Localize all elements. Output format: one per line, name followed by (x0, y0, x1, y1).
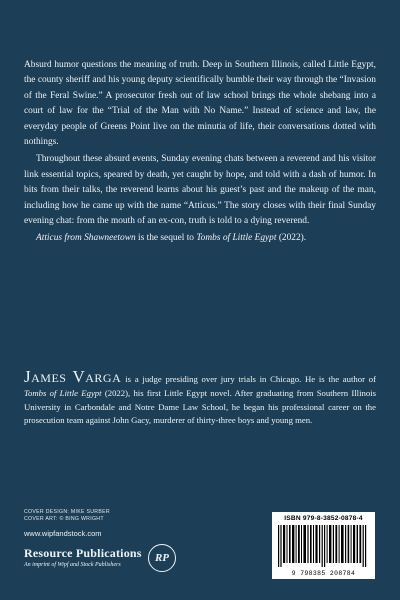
cover-credits (24, 509, 110, 523)
book-title: Atticus from Shawneetown (36, 233, 136, 244)
isbn-number: ISBN 979-8-3852-0878-4 (284, 515, 363, 522)
blurb-paragraph-3 (24, 231, 376, 246)
sequel-text: is the sequel to (135, 233, 197, 244)
author-bio (24, 367, 376, 428)
blurb-paragraph-2: Throughout these absurd events, Sunday evening chats between a reverend and his visitor link essential topics, speared by death, yet caught by hope, and told with a dash of humor. In bits from their talks, the reverend learns about his guest’s past and the makeup of the man, including how he came up with the name “Atticus.” The story closes with their final Sunday evening chat: from the mouth of an ex-con, truth is told to a dying reverend. (24, 154, 376, 227)
barcode-icon (278, 525, 369, 567)
author-bio-start: is a judge presiding over jury trials in Chicago. He is the author of (125, 374, 376, 384)
cover-art-credit: COVER ART: © BING WRIGHT (24, 516, 104, 522)
publisher-website: www.wipfandstock.com (24, 529, 102, 538)
prequel-year: (2022). (276, 233, 307, 244)
blurb-paragraph-1: Absurd humor questions the meaning of truth. Deep in Southern Illinois, called Little Egypt, the county sheriff and his young deputy scientifically bumble their way through the “Invasion of the Feral Swine.” A prosecutor fresh out of law school brings the whole shebang into a court of law for the “Trial of the Man with No Name.” Instead of science and law, the everyday people of Greens Point live on the minutia of life, their conversations dotted with nothings. (24, 60, 376, 148)
publisher-imprint: An imprint of Wipf and Stock Publishers (24, 562, 121, 568)
cover-design-credit: COVER DESIGN: MIKE SURBER (24, 509, 110, 515)
publisher-logo-icon: RP (148, 544, 176, 572)
author-bio-end: (2022), his first Little Egypt novel. After graduating from Southern Illinois University in Carbondale and Notre Dame Law School, he began his professional career on the prosecution team against John Gacy, murderer of thirty-three boys and young men. (24, 387, 376, 426)
prequel-title: Tombs of Little Egypt (196, 233, 277, 244)
barcode-digits: 9 798385 208784 (291, 570, 356, 577)
isbn-barcode (272, 512, 375, 579)
publisher-block (24, 546, 142, 568)
back-cover-blurb (24, 58, 376, 247)
author-name: James Varga (24, 367, 122, 386)
publisher-name: Resource Publications (24, 546, 142, 560)
author-book-title: Tombs of Little Egypt (24, 387, 102, 398)
